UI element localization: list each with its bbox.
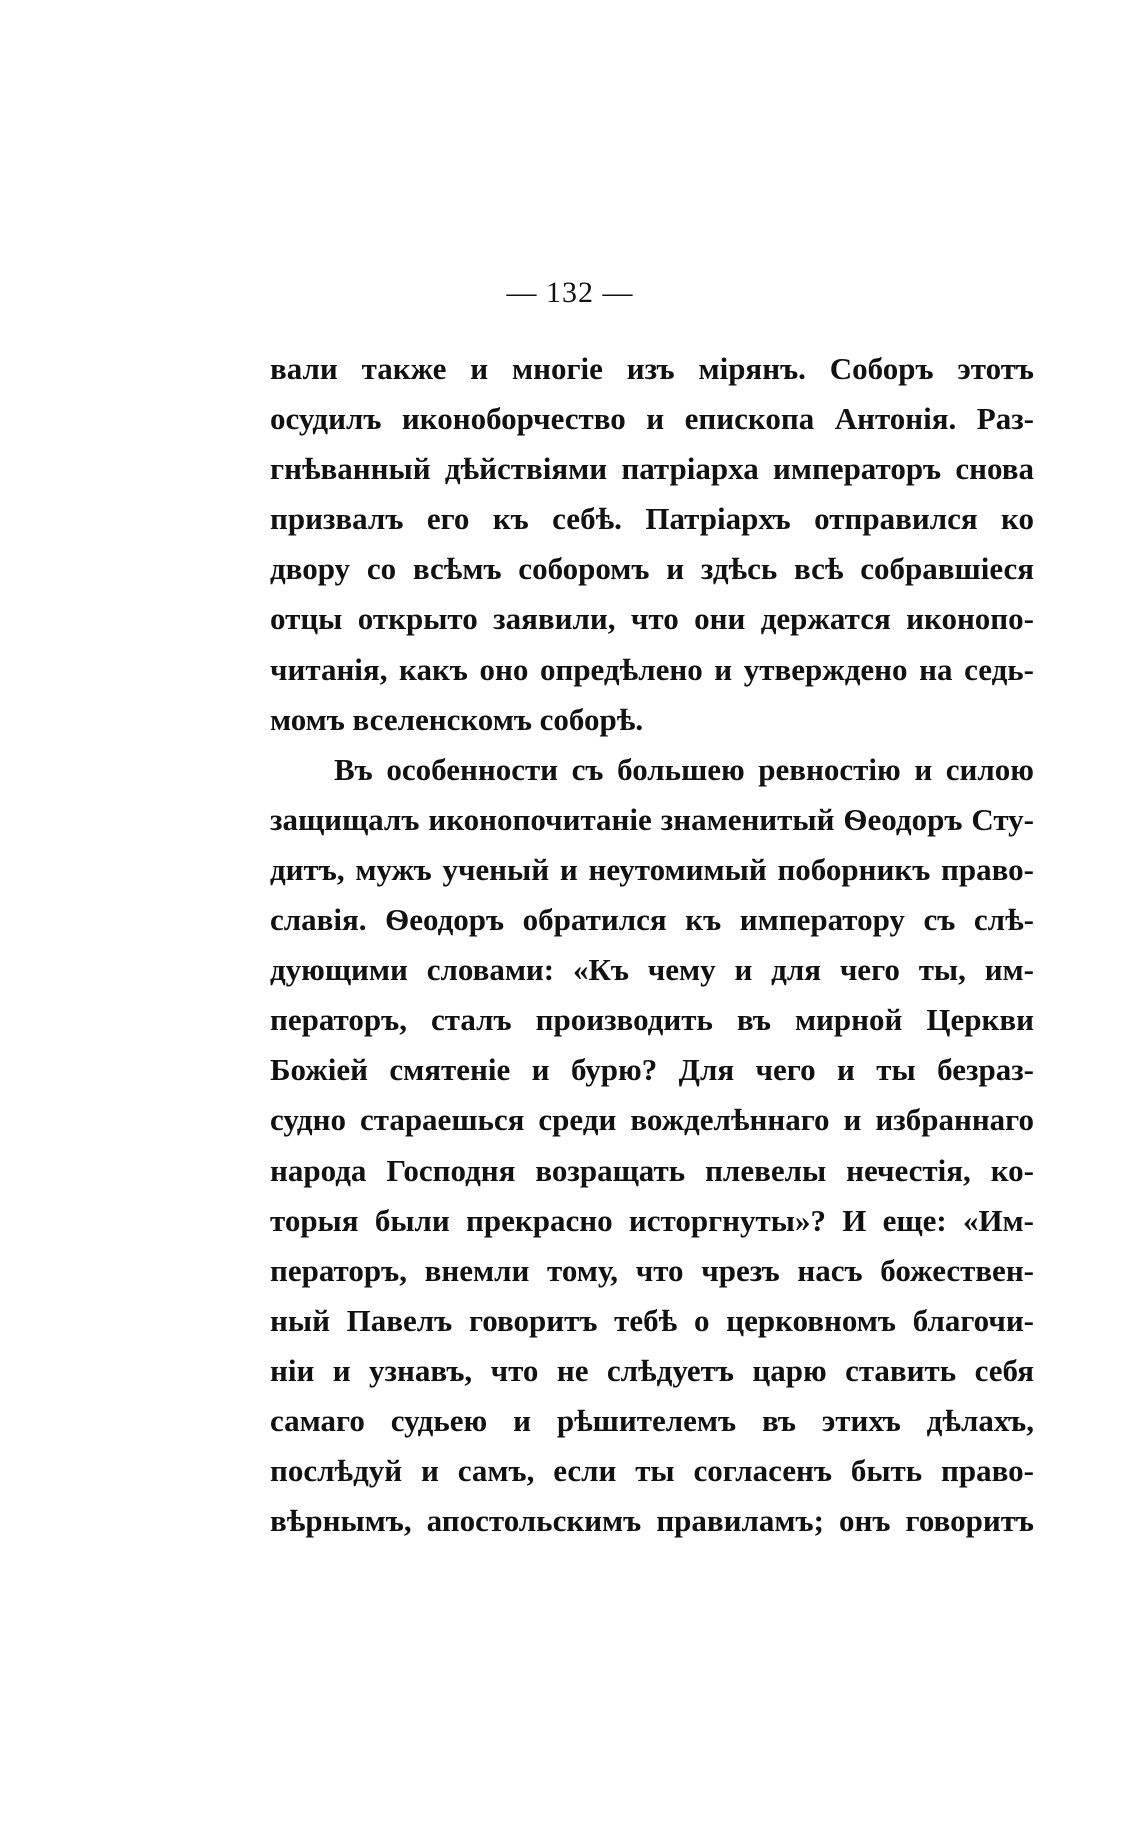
text-line: самаго судьею и рѣшителемъ въ этихъ дѣлахъ, bbox=[270, 1402, 1034, 1438]
text-line: призвалъ его къ себѣ. Патріархъ отправился ко bbox=[270, 501, 1034, 537]
text-line: ніи и узнавъ, что не слѣдуетъ царю ставить себя bbox=[270, 1352, 1034, 1388]
text-line: народа Господня возращать плевелы нечестія, ко- bbox=[270, 1152, 1034, 1188]
text-line: ператоръ, сталъ производить въ мирной Церкви bbox=[270, 1002, 1034, 1038]
text-line: осудилъ иконоборчество и епископа Антонія. Раз- bbox=[270, 401, 1034, 437]
text-line: вѣрнымъ, апостольскимъ правиламъ; онъ говоритъ bbox=[270, 1503, 1034, 1539]
text-line: ный Павелъ говоритъ тебѣ о церковномъ благочи- bbox=[270, 1302, 1034, 1338]
text-line: двору со всѣмъ соборомъ и здѣсь всѣ собравшіеся bbox=[270, 551, 1034, 587]
text-line: Божіей смятеніе и бурю? Для чего и ты безраз- bbox=[270, 1052, 1034, 1088]
text-line: отцы открыто заявили, что они держатся иконопо- bbox=[270, 601, 1034, 637]
text-line: дитъ, мужъ ученый и неутомимый поборникъ право- bbox=[270, 851, 1034, 887]
text-line: торыя были прекрасно исторгнуты»? И еще: «Им- bbox=[270, 1202, 1034, 1238]
text-line: вали также и многіе изъ мірянъ. Соборъ этотъ bbox=[270, 351, 1034, 386]
text-line: ператоръ, внемли тому, что чрезъ насъ божествен- bbox=[270, 1252, 1034, 1288]
text-line: защищалъ иконопочитаніе знаменитый Ѳеодоръ Сту- bbox=[270, 801, 1034, 837]
text-line: момъ вселенскомъ соборѣ. bbox=[270, 701, 644, 737]
text-line: Въ особенности съ большею ревностію и силою bbox=[334, 751, 1034, 787]
text-line: дующими словами: «Къ чему и для чего ты, им- bbox=[270, 952, 1034, 988]
text-line: славія. Ѳеодоръ обратился къ императору съ слѣ- bbox=[270, 902, 1034, 938]
text-line: гнѣванный дѣйствіями патріарха императоръ снова bbox=[270, 451, 1034, 487]
text-line: читанія, какъ оно опредѣлено и утверждено на седь- bbox=[270, 651, 1034, 687]
text-line: послѣдуй и самъ, если ты согласенъ быть право- bbox=[270, 1453, 1034, 1489]
body-text bbox=[270, 344, 1034, 1546]
page-number: — 132 — bbox=[506, 276, 634, 309]
text-line: судно стараешься среди вожделѣннаго и избраннаго bbox=[270, 1102, 1034, 1138]
